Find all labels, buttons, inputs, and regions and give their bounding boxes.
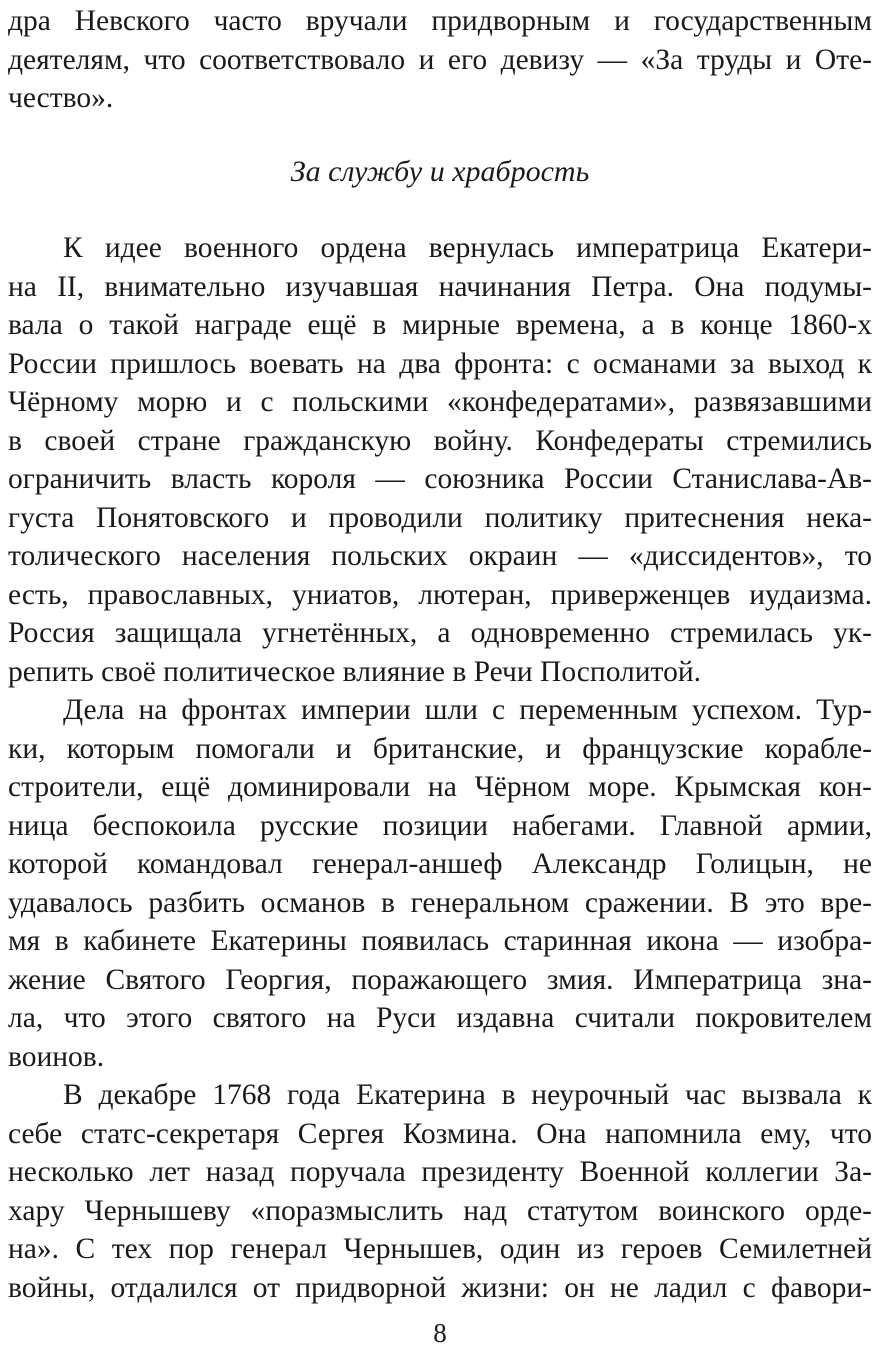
text-line: которой командовал генерал-аншеф Александр Голицын, не [8,848,872,880]
text-line: воинов. [8,1040,105,1073]
intro-paragraph [8,2,872,118]
text-line: ки, которым помогали и британские, и французские кораблe- [8,732,872,765]
text-line: толического населения польских окраин — «диссидентов», то [8,540,872,572]
text-line: Россия защищала угнетённых, а одновременно стремилась ук- [8,617,872,649]
text-line: хару Чернышеву «поразмыслить над статутом воинского орде- [8,1194,872,1227]
section-heading: За службу и храбрость [290,155,590,188]
text-line: К идее военного ордена вернулась императрица Екатери- [63,232,872,264]
text-line: есть, православных, униатов, лютеран, приверженцев иудаизма. [8,578,872,611]
text-line: себе статс-секретаря Сергея Козмина. Она напомнила ему, что [8,1117,872,1150]
paragraph-1 [8,229,872,1307]
page-number: 8 [433,1318,447,1348]
text-line: удавалось разбить османов в генеральном сражении. В это вре- [8,886,872,919]
text-line: ла, что этого святого на Руси издавна считали покровителем [8,1002,872,1034]
text-line: России пришлось воевать на два фронта: с османами за выход к [8,347,872,380]
text-line: в своей стране гражданскую войну. Конфедераты стремились [8,424,872,457]
text-line: ница беспокоила русские позиции набегами. Главной армии, [8,809,872,842]
text-line: ограничить власть короля — союзника России Станислава-Ав- [8,463,872,495]
text-line: В декабре 1768 года Екатерина в неурочный час вызвала к [63,1079,872,1111]
text-line: деятелям, что соответствовало и его девизу — «За труды и Оте- [8,43,872,76]
text-line: Чёрному морю и с польскими «конфедератами», развязавшими [8,386,872,418]
text-line: репить своё политическое влияние в Речи Посполитой. [8,655,701,688]
text-line: мя в кабинете Екатерины появилась старинная икона — изобра- [8,925,872,957]
text-line: войны, отдалился от придворной жизни: он не ладил с фавори- [8,1271,872,1304]
text-line: жение Святого Георгия, поражающего змия. Императрица зна- [8,963,872,996]
text-line: густа Понятовского и проводили политику притеснения нека- [8,501,872,534]
text-line: несколько лет назад поручала президенту Военной коллегии За- [8,1156,872,1188]
text-line: дра Невского часто вручали придворным и государственным [8,5,872,37]
text-line: на». С тех пор генерал Чернышев, один из героев Семилетней [8,1233,872,1265]
text-line: на II, внимательно изучавшая начинания Петра. Она подумы- [8,270,872,303]
text-line: вала о такой награде ещё в мирные времена, а в конце 1860-х [8,309,872,341]
text-line: чество». [8,82,114,114]
text-line: строители, ещё доминировали на Чёрном море. Крымская кон- [8,771,872,803]
text-line: Дела на фронтах империи шли с переменным успехом. Тур- [63,694,872,726]
